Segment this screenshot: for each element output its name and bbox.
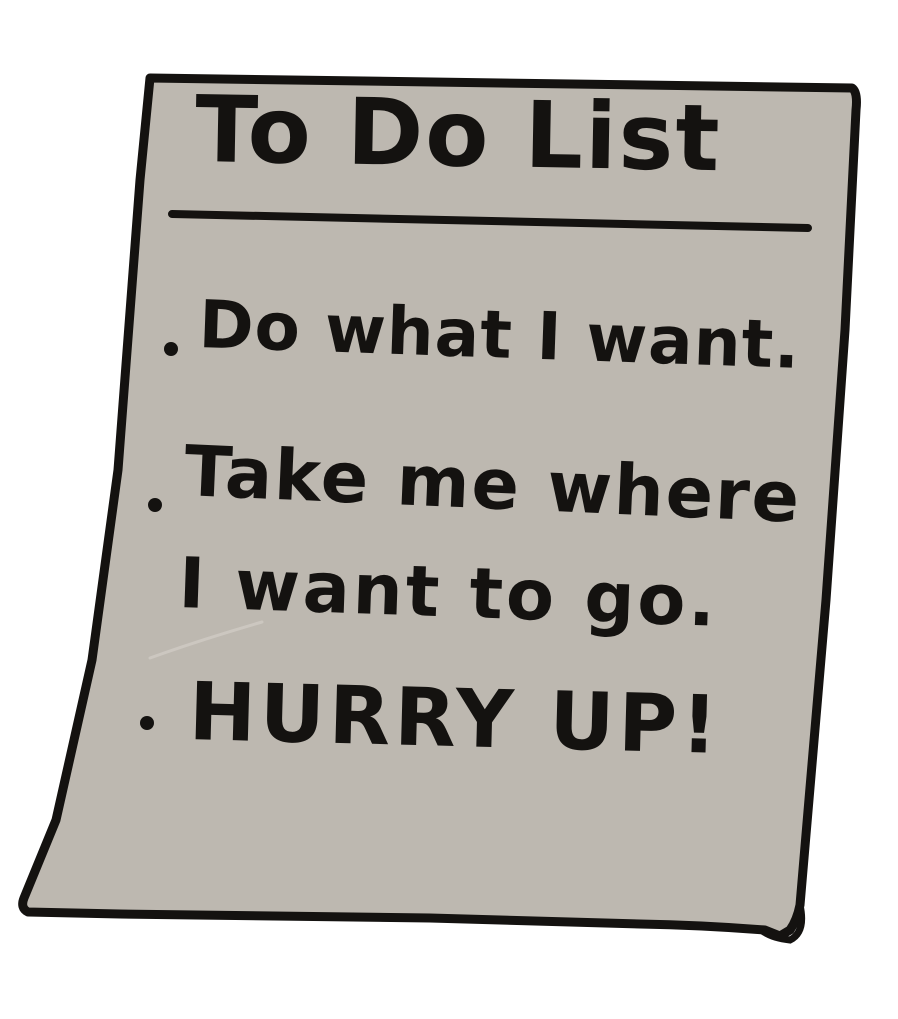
- list-item-2-line-1: Take me where: [182, 430, 803, 539]
- bullet-icon: [164, 342, 178, 356]
- bullet-icon: [148, 498, 162, 512]
- page-title: To Do List: [194, 76, 723, 193]
- list-item-3: HURRY UP!: [187, 665, 723, 772]
- list-item-1: Do what I want.: [197, 286, 802, 384]
- list-item-2-line-2: I want to go.: [177, 542, 720, 643]
- bullet-icon: [140, 716, 154, 730]
